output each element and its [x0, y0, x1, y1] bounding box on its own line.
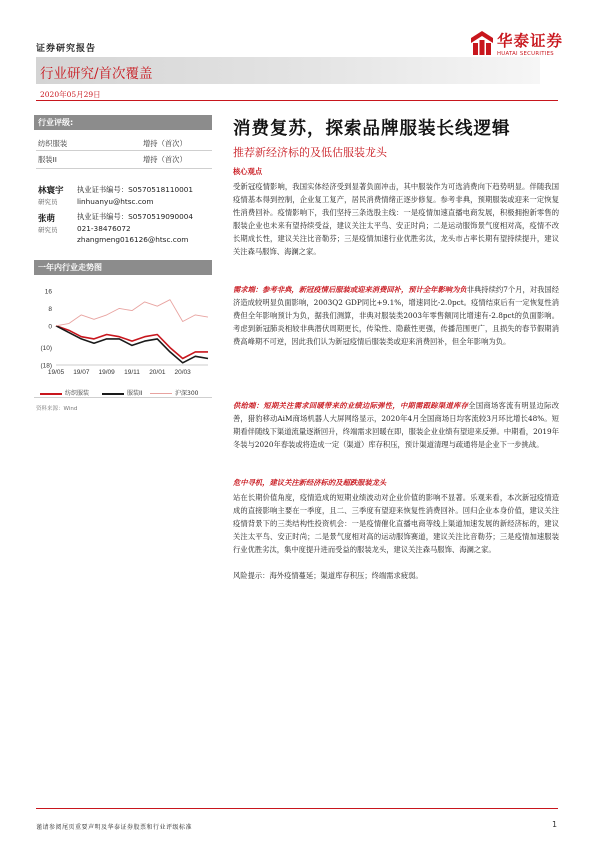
industry-trend-chart: [30, 285, 214, 380]
legend-swatch: [40, 393, 62, 395]
legend-swatch: [102, 393, 124, 395]
y-tick-label: (10): [40, 345, 52, 353]
legend-swatch: [150, 393, 172, 394]
logo-chinese-name: 华泰证券: [497, 32, 564, 50]
opportunity-paragraph: 站在长期价值角度，疫情造成的短期业绩波动对企业价值的影响不显著。乐观来看，本次新冠疫情造成的直接影响主要在一季度，且二、三季度有望迎来恢复性消费回补。回归企业本身价值，建议关注疫情背景下的三类结构性投资机会：一是疫情催化直播电商等线上渠道加速发展的新经济标的，建议关注太平鸟、安正时尚；二是景气度相对高的运动服饰赛道，建议关注比音勒芬；三是疫情加速服装行业优胜劣汰，集中度提升进而受益的服装龙头，建议关注森马服饰、海澜之家。: [233, 493, 559, 554]
report-category: 行业研究/首次覆盖: [40, 66, 153, 82]
trend-heading: 一年内行业走势图: [38, 263, 102, 272]
footer-divider: [36, 808, 558, 809]
footer-disclaimer: 谨请参阅尾页重要声明及华泰证券股票和行业评级标准: [36, 824, 193, 831]
supply-side-paragraph: [233, 399, 559, 451]
analyst-name: 林寰宇: [38, 186, 64, 196]
page-number: 1: [552, 820, 558, 829]
demand-side-paragraph: [233, 283, 559, 348]
risk-warning: 风险提示：海外疫情蔓延；渠道库存积压；终端需求疲弱。: [233, 571, 423, 580]
trend-section-header: [34, 260, 212, 275]
y-tick-label: (18): [40, 362, 52, 370]
analyst-cert-number: 执业证书编号：S0570519090004: [77, 212, 194, 221]
rating-divider: [36, 150, 212, 151]
rating-divider: [36, 168, 212, 169]
legend-item-index: [150, 388, 198, 397]
core-views-heading: 核心观点: [233, 167, 263, 176]
header-divider: [36, 100, 558, 101]
logo-english-name: HUATAI SECURITIES: [497, 51, 554, 57]
x-tick-label: 20/03: [174, 369, 191, 376]
core-views-paragraph: 受新冠疫情影响，我国实体经济受到显著负面冲击，其中服装作为可选消费向下趋势明显。伴随我国疫情基本得到控制，企业复工复产，居民消费情绪正逐步修复。参考非典，预期服装或迎来一定恢复性消费回补。疫情影响下，我们坚持三条选股主线：一是疫情加速直播电商发展，积极拥抱新零售的服装企业也未来有望持续受益，建议关注太平鸟、安正时尚；二是运动服饰景气度相对高，疫情不改长期成长性，建议关注比音勒芬；三是疫情加速行业优胜劣汰，龙头市占率长期有望持续提升，建议关注森马服饰、海澜之家。: [233, 182, 559, 256]
supply-side-lead: 供给端：短期关注需求回暖带来的业绩边际弹性，中期需跟踪渠道库存: [233, 401, 469, 410]
analyst-name: 张萌: [38, 214, 56, 224]
opportunity-heading: 危中寻机，建议关注新经济标的及超跌服装龙头: [233, 478, 387, 487]
y-tick-label: 0: [48, 323, 52, 331]
rating-sector: 服装II: [38, 155, 57, 164]
legend-label: 沪深300: [175, 390, 199, 397]
series-line-textile: [56, 326, 208, 359]
x-tick-label: 19/09: [98, 369, 115, 376]
rating-heading: 行业评级:: [38, 118, 74, 127]
rating-value: 增持（首次）: [143, 155, 187, 164]
series-line-index: [56, 300, 208, 326]
analyst-email: linhuanyu@htsc.com: [77, 197, 154, 206]
huatai-logo-mark-icon: [470, 30, 494, 56]
report-subtitle: 推荐新经济标的及低估服装龙头: [233, 146, 387, 159]
x-tick-label: 20/01: [149, 369, 166, 376]
y-tick-label: 8: [48, 305, 52, 313]
report-type-label: 证券研究报告: [36, 44, 97, 54]
analyst-phone: 021-38476072: [77, 224, 131, 233]
legend-item-apparel: [102, 388, 143, 397]
x-tick-label: 19/07: [73, 369, 90, 376]
legend-label: 纺织服装: [65, 390, 90, 397]
analyst-role: 研究员: [38, 226, 58, 234]
x-tick-label: 19/05: [47, 369, 65, 376]
demand-side-text: 非典持续约7个月，对我国经济造成较明显负面影响，2003Q2 GDP同比+9.1%，增速同比-2.0pct。疫情结束后有一定恢复性消费但全年影响预计为负，据我们测算，非典对服装类2003年零售额同比增速有-2.8pct的负面影响。考虑到新冠肺炎相较非典潜伏周期更长，传染性、隐蔽性更强，传播范围更广，且损失的春节假期消费高峰期不可逆，因此我们认为新冠疫情后服装类或迎来消费回补，但全年影响为负。: [233, 285, 559, 346]
report-date: 2020年05月29日: [40, 90, 101, 99]
supply-side-text: 全国商场客流有明显边际改善，猎豹移动AiM商场机器人大屏网络显示，2020年4月全国商场日均客流较3月环比增长48%。短期看伴随线下渠道流量逐渐回升，终端需求回暖在即，服装企业业绩有望迎来反弹。中期看，2019年冬装与2020年春装或将造成一定（渠道）库存积压，预计渠道清理与疏通将是企业下一步挑战。: [233, 401, 560, 449]
chart-source: 资料来源：Wind: [36, 406, 78, 412]
analyst-email: zhangmeng016126@htsc.com: [77, 235, 189, 244]
chart-divider: [34, 397, 212, 398]
x-tick-label: 19/11: [124, 369, 140, 376]
legend-item-textile: [40, 388, 89, 397]
analyst-role: 研究员: [38, 198, 58, 206]
analyst-cert-number: 执业证书编号：S0570518110001: [77, 185, 194, 194]
y-tick-label: 16: [44, 288, 52, 296]
rating-section-header: [34, 115, 212, 130]
report-title: 消费复苏，探索品牌服装长线逻辑: [233, 119, 511, 139]
rating-sector: 纺织服装: [38, 139, 68, 148]
rating-value: 增持（首次）: [143, 139, 187, 148]
legend-label: 服装II: [127, 390, 143, 397]
demand-side-lead: 需求端：参考非典，新冠疫情后服装或迎来消费回补，预计全年影响为负: [233, 285, 467, 294]
